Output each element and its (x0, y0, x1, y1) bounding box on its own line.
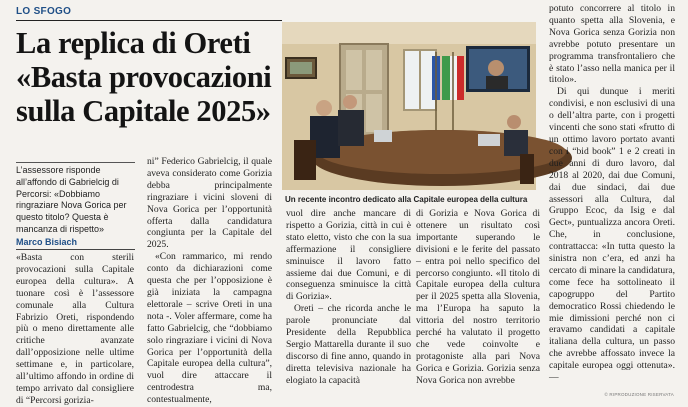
kicker-rule (16, 20, 282, 21)
paragraph: «Basta con sterili provocazioni sulla Capitale europea della cultura». A tuonare così è l’assessore comunale alla Cultura Fabrizio Oreti, rispondendo più o meno direttamente alle critiche avanzate dall’opposizione nelle ultime settimane e, in particolare, all’ultimo affondo in ordine di tempo arrivato dal consigliere di “Percorsi gorizia- (16, 252, 134, 406)
paragraph: Di qui dunque i meriti condivisi, e non esclusivi di una o dell’altra parte, con i progetti vincenti che sono stati «frutto di un ottimo lavoro portato avanti con i “bid book” 1 e 2 creati in due anni di duro lavoro, dal 2018 al 2020, dai due Comuni, dai due sindaci, dai due assessori alla Cultura, dal Gruppo Ecoc, da Isig e dal Gect», puntualizza ancora Oreti. Che, in conclusione, contrattacca: «In tutta questo la sinistra non c’era, ed anzi ha cercato di minare la candidatura, come fece ha sottolineato il capogruppo del Partito democratico Rossi chiedendo le mie dimissioni perché non ci eravamo candidati a capitale italiana della cultura, un passo che avrebbe affossato invece la capitale europea oggi ottenuta». — (549, 86, 675, 384)
article-summary: L’assessore risponde all’affondo di Gabrielcig di Percorsi: «Dobbiamo ringraziare Nova Gorica per questo titolo? Questa è mancanza di rispetto» (16, 165, 127, 234)
byline: Marco Bisiach (16, 237, 78, 247)
article-column-3 (286, 208, 411, 387)
photo-caption: Un recente incontro dedicato alla Capitale europea della cultura (285, 195, 528, 204)
article-photo (282, 22, 536, 190)
paragraph: «Con rammarico, mi rendo conto da dichiarazioni come questa che per l’opposizione è già iniziata la campagna elettorale – scrive Oreti in una nota -. Voler affermare, come ha fatto Gabrielcig, che “dobbiamo solo ringraziare i vicini di Nova Gorica per l’opportunità della Capitale europea della cultura”, vuol dire attaccare il centrodestra ma, contestualmente, (147, 251, 272, 406)
article-column-4 (416, 208, 540, 387)
article-column-5 (549, 3, 675, 384)
paragraph: ni” Federico Gabrielcig, il quale aveva considerato come Gorizia debba principalmente ringraziare i vicini sloveni di Nova Gorica per l’opportunità offerta dalla candidatura congiunta per la Capitale del 2025. (147, 156, 272, 251)
article-column-1 (16, 252, 134, 407)
headline: La replica di Oreti «Basta provocazioni sulla Capitale 2025» (16, 26, 272, 128)
byline-rule (16, 249, 135, 250)
paragraph: Oreti – che ricorda anche le parole pronunciate dal Presidente della Repubblica Sergio Mattarella durante il suo discorso di fine anno, quando in diretta televisiva nazionale ha elogiato la capacità (286, 303, 411, 386)
copyright-credit: © RIPRODUZIONE RISERVATA (604, 392, 674, 397)
summary-rule (16, 162, 135, 163)
paragraph: potuto concorrere al titolo in quanto spetta alla Slovenia, e Nova Gorica senza Gorizia non avrebbe potuto presentare un programma transfrontaliero che è stato l’asso nella manica per il titolo». (549, 3, 675, 86)
kicker: LO SFOGO (16, 6, 72, 17)
paragraph: di Gorizia e Nova Gorica di ottenere un risultato così importante superando le divisioni e le ferite del passato – entra poi nello specifico del percorso congiunto. «Il titolo di Capitale europea della cultura per il 2025 spetta alla Slovenia, ma l’Europa ha saputo la vittoria del nostro territorio perché ha valutato il progetto che vede coinvolte e protagoniste alla pari Nova Gorica e Gorizia. Gorizia senza Nova Gorica non avrebbe (416, 208, 540, 386)
article-column-2 (147, 156, 272, 406)
paragraph: vuol dire anche mancare di rispetto a Gorizia, città in cui è stato eletto, visto che con la sua affermazione il consigliere sminuisce il lavoro fatto assieme dai due Comuni, e di conseguenza sminuisce la città di Gorizia». (286, 208, 411, 303)
